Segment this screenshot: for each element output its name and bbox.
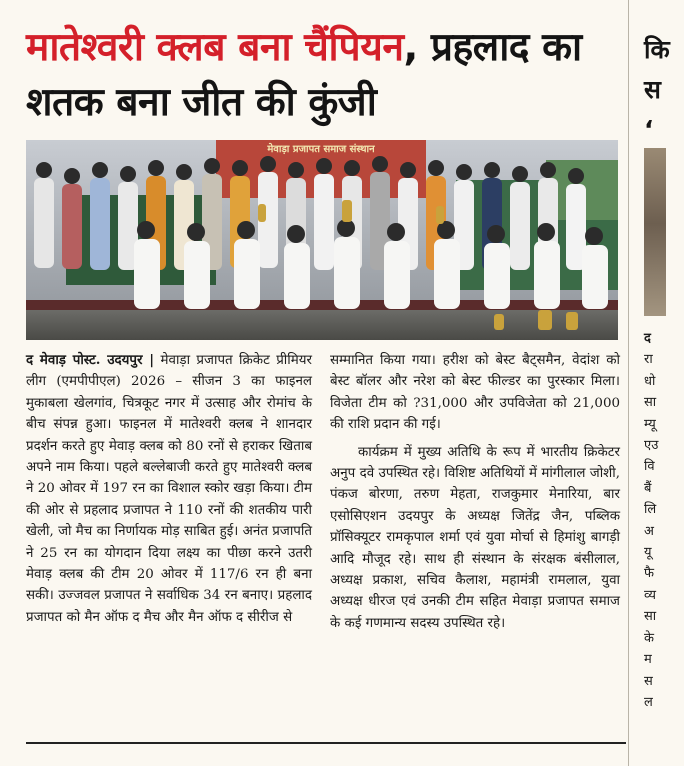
article-col2-paragraph-1: सम्मानित किया गया। हरीश को बेस्ट बैट्समैन, वेदांश को बेस्ट बॉलर और नरेश को बेस्ट फील्डर का पुरस्कार मिला। विजेता टीम को ?31,000 और उपविजेता को 21,000 की राशि प्रदान की गई। [330,353,620,433]
sidebar-photo [644,148,666,316]
sidebar-text-line: म्यू [644,416,656,432]
sidebar-headline [644,30,684,150]
headline-black-part: , प्रहलाद का शतक बना जीत की कुंजी [26,25,582,125]
sidebar-title-line: स [644,75,661,104]
sidebar-text-line: वि [644,459,655,475]
sidebar-text-line: सा [644,395,657,411]
article-col1-text: मेवाड़ा प्रजापत क्रिकेट प्रीमियर लीग (एमपीपीएल) 2026 – सीजन 3 का फाइनल मुकाबला खेलगांव, चित्रकूट नगर में उत्साह और रोमांच के बीच संपन्न हुआ। फाइनल में मातेश्वरी क्लब ने शानदार प्रदर्शन करते हुए मेवाड़ क्लब को 80 रनों से हराकर खिताब अपने नाम किया। पहले बल्लेबाजी करते हुए मातेश्वरी क्लब ने 20 ओवर में 197 रन का विशाल स्कोर खड़ा किया। टीम की ओर से प्रहलाद प्रजापत ने 110 रनों की शतकीय पारी खेली, जो मैच का निर्णायक मोड़ साबित हुई। अनंत प्रजापति ने 25 रन का योगदान दिया लक्ष्य का पीछा करने उतरी मेवाड़ क्लब की टीम 20 ओवर में 117/6 रन ही बना सकी। उज्जवल प्रजापत ने सर्वाधिक 34 रन बनाए। प्रहलाद प्रजापत को मैन ऑफ द मैच और मैन ऑफ द सीरीज से [26,353,312,625]
bottom-divider [26,742,626,744]
article-dateline: द मेवाड़ पोस्ट. उदयपुर | [26,352,155,368]
sidebar-text-line: लि [644,502,657,518]
article-column-1 [26,350,312,628]
sidebar-title-line: कि [644,35,670,64]
sidebar-text-line: फै [644,566,655,582]
headline-red-part: मातेश्वरी क्लब बना चैंपियन [26,25,404,70]
sidebar-text-line: द [644,331,651,346]
sidebar-text-line: ल [644,694,653,710]
sidebar-text-line: एउ [644,438,659,454]
sidebar-text-line: धो [644,373,656,389]
sidebar-text-line: व्य [644,587,656,603]
sidebar-text-line: यू [644,545,652,561]
sidebar-text-line: रा [644,352,653,368]
column-divider [628,0,629,766]
sidebar-text-line: के [644,630,654,646]
team-photo [26,140,618,340]
sidebar-text-line: म [644,652,652,668]
article-headline [26,20,624,130]
sidebar-text-line: स [644,673,653,689]
photo-banner-text: मेवाड़ा प्रजापत समाज संस्थान [267,144,375,155]
sidebar-text-line: अ [644,523,654,539]
article-column-2 [330,350,620,634]
sidebar-text-line: सा [644,609,657,625]
sidebar-title-line: ‘ [644,115,654,144]
article-col2-paragraph-2: कार्यक्रम में मुख्य अतिथि के रूप में भारतीय क्रिकेटर अनुप दवे उपस्थित रहे। विशिष्ट अतिथियों में मांगीलाल जोशी, पंकज बोरणा, तरुण मेहता, राजकुमार मेनारिया, बार एसोसिएशन उदयपुर के अध्यक्ष जितेंद्र जैन, पब्लिक प्रॉसिक्यूटर रामकृपाल शर्मा एवं युवा मोर्चा से हिमांशु बागड़ी आदि मौजूद रहे। साथ ही संस्थान के संरक्षक बंसीलाल, अध्यक्ष प्रकाश, सचिव कैलाश, महामंत्री रामलाल, युवा अध्यक्ष धीरज एवं उनकी टीम सहित मेवाड़ा प्रजापत समाज के कई गणमान्य सदस्य उपस्थित रहे। [330,444,620,631]
sidebar-article-text [644,328,674,713]
sidebar-text-line: बैं [644,480,652,496]
